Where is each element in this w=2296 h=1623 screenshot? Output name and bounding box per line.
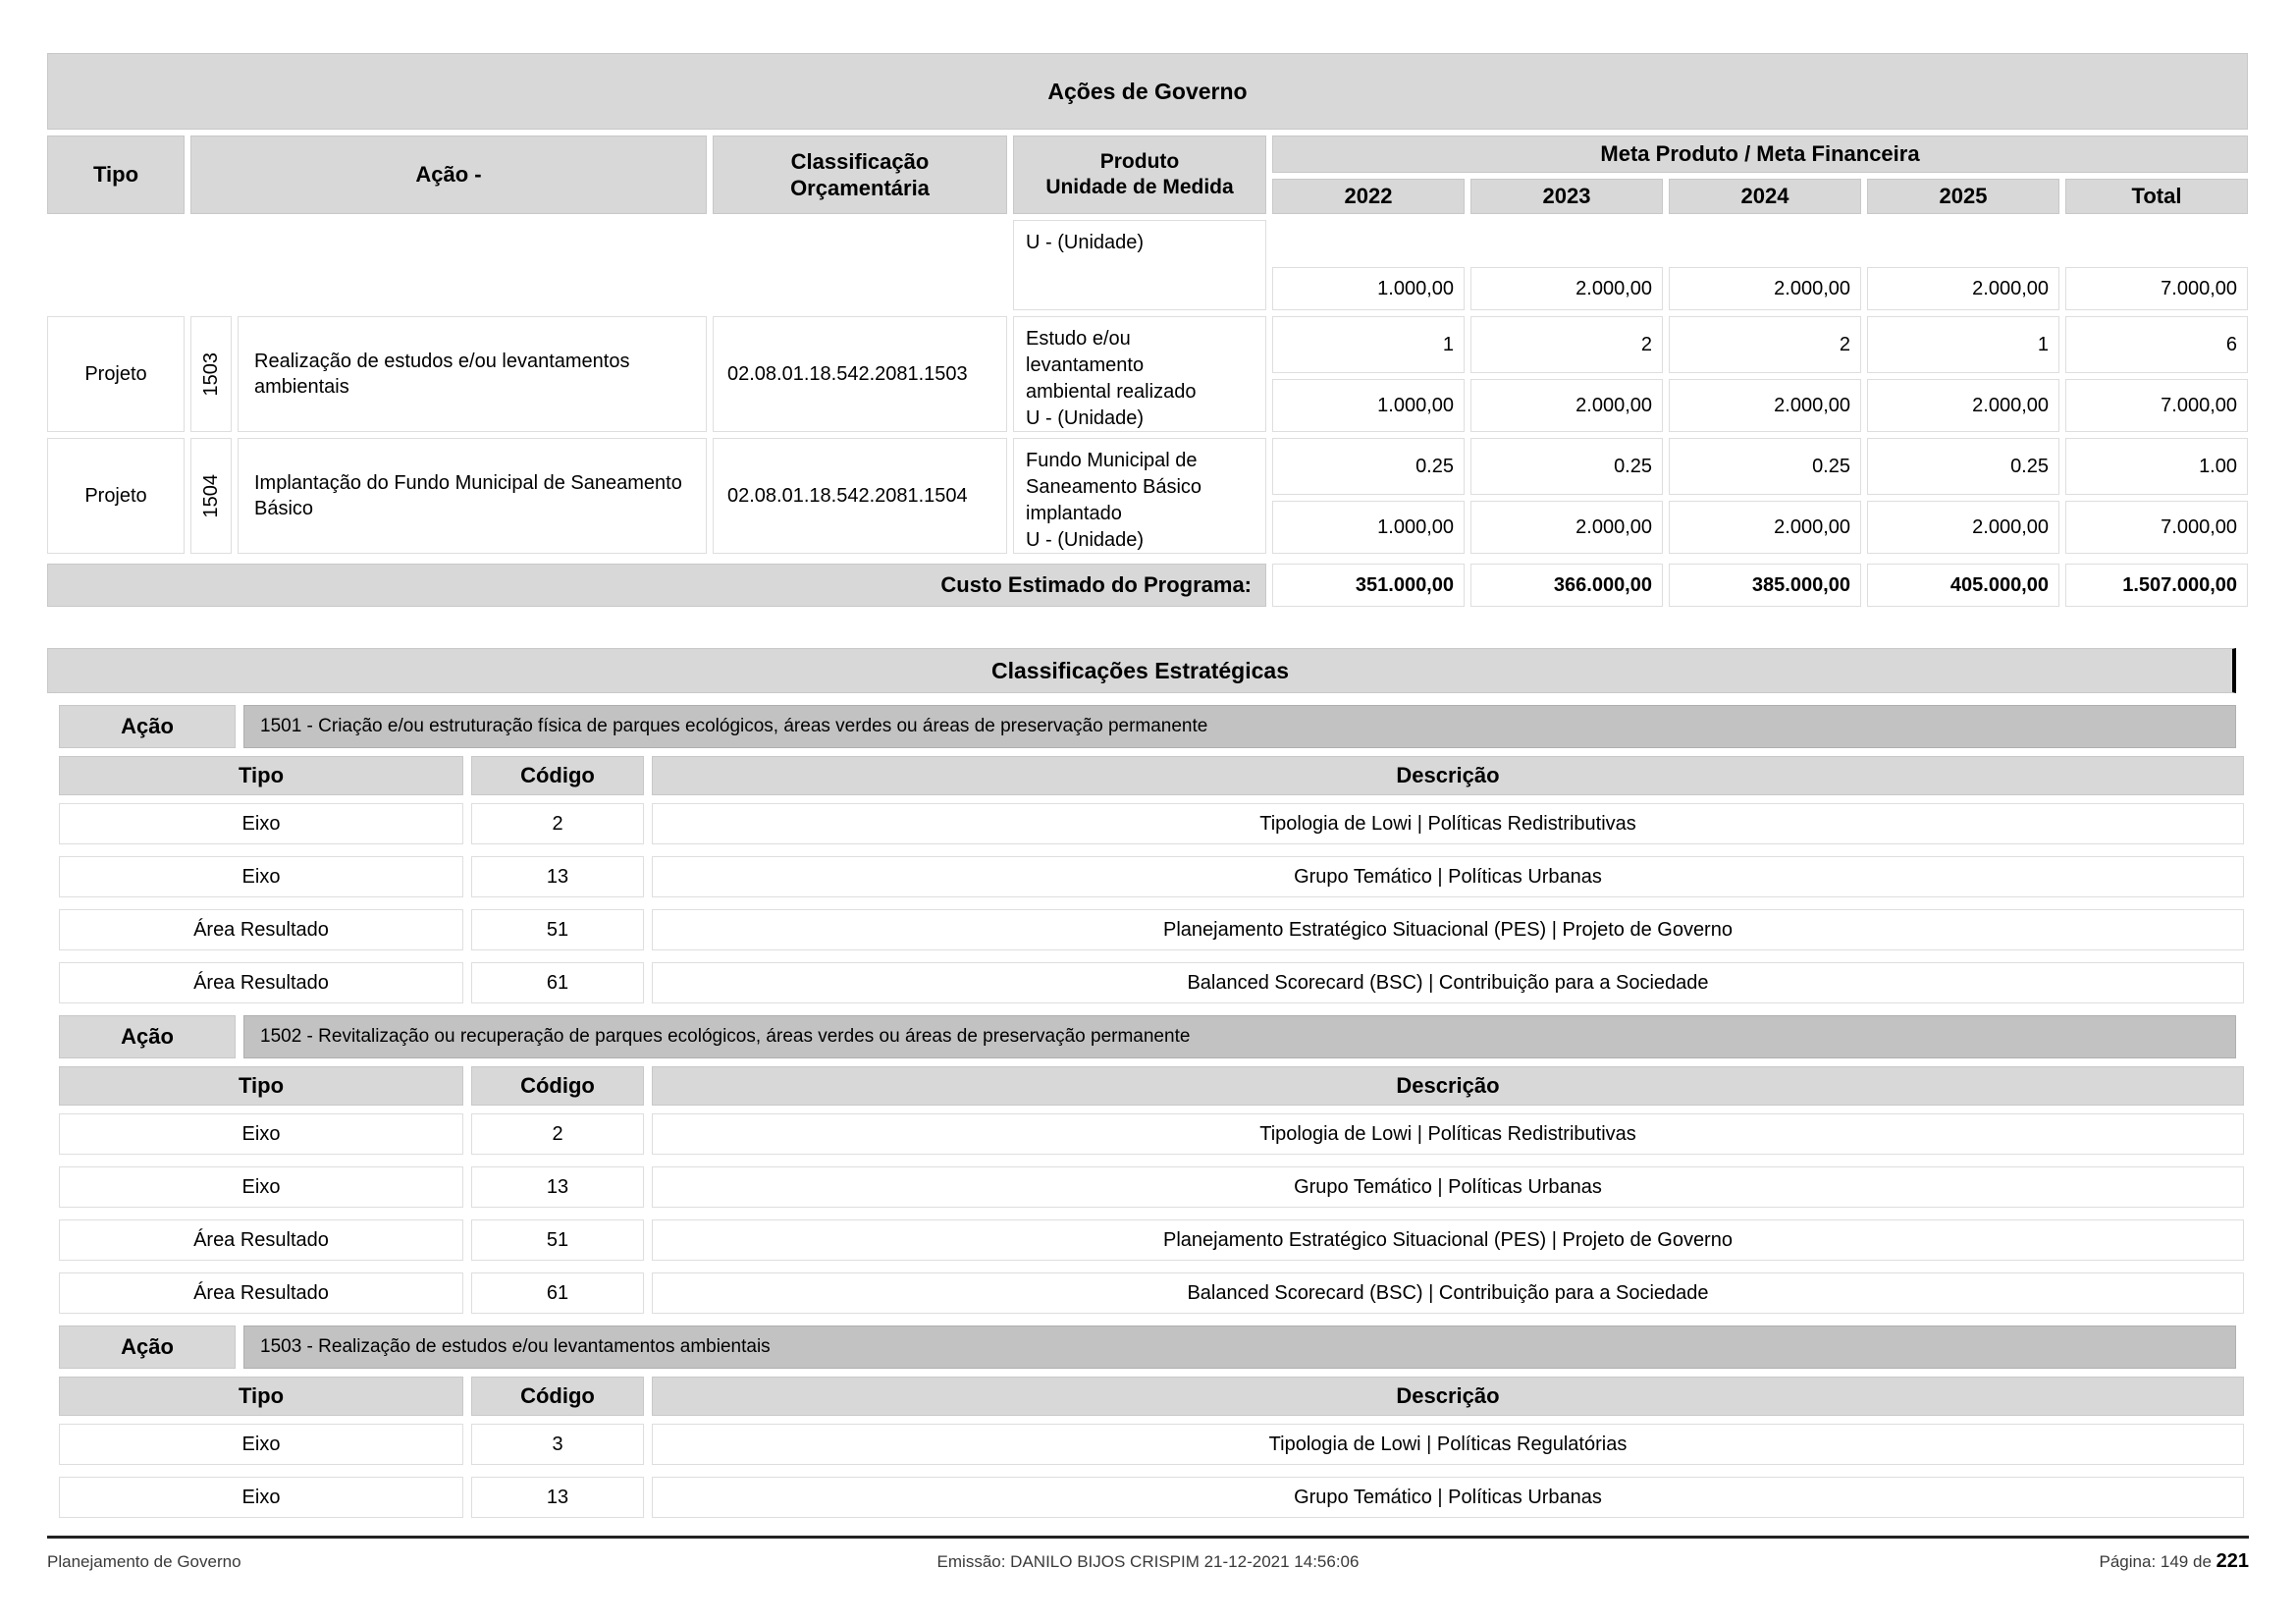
produto-header-line1: Produto <box>1099 150 1180 173</box>
tipo-value: Eixo <box>59 1424 463 1465</box>
footer-emission-info: Emissão: DANILO BIJOS CRISPIM 21-12-2021 14:56:06 <box>936 1552 1360 1571</box>
produto-cell <box>1013 316 1266 432</box>
col-header-acao: Ação - <box>190 135 707 214</box>
meta-financeira-2023: 2.000,00 <box>1470 501 1663 554</box>
acao-header-row <box>59 1015 2249 1058</box>
meta-produto-2024: 2 <box>1669 316 1861 373</box>
meta-produto-row <box>1272 316 2248 373</box>
meta-produto-row <box>1272 438 2248 495</box>
footer-report-name: Planejamento de Governo <box>47 1552 241 1571</box>
acao-numero: 1503 <box>199 352 222 397</box>
col-header-descricao: Descrição <box>652 1066 2244 1106</box>
col-header-tipo: Tipo <box>47 135 185 214</box>
meta-financeira-row <box>1272 501 2248 554</box>
col-header-tipo: Tipo <box>59 1377 463 1416</box>
codigo-value: 61 <box>471 962 644 1003</box>
meta-produto-2025: 1 <box>1867 316 2059 373</box>
year-header-row <box>1272 179 2248 214</box>
meta-financeira-2024: 2.000,00 <box>1669 501 1861 554</box>
meta-financeira-2025: 2.000,00 <box>1867 267 2059 310</box>
footer-page-number <box>1581 1550 2249 1573</box>
class-table-header <box>59 1066 2249 1106</box>
col-header-codigo: Código <box>471 756 644 795</box>
classificacao-cell: 02.08.01.18.542.2081.1503 <box>713 316 1007 432</box>
acao-descricao-bar: 1502 - Revitalização ou recuperação de parques ecológicos, áreas verdes ou áreas de preservação permanente <box>243 1015 2236 1058</box>
meta-financeira-2023: 2.000,00 <box>1470 267 1663 310</box>
codigo-value: 51 <box>471 1219 644 1261</box>
col-header-total: Total <box>2065 179 2248 214</box>
acao-label: Ação <box>59 705 236 748</box>
meta-produto-2022: 1 <box>1272 316 1465 373</box>
class-row <box>59 856 2249 897</box>
classificacao-cell: 02.08.01.18.542.2081.1504 <box>713 438 1007 554</box>
acoes-de-governo-table <box>47 53 2248 607</box>
meta-values-group <box>1272 220 2248 310</box>
empty-meta-area <box>1272 220 2248 261</box>
table-title-row <box>47 53 2248 130</box>
meta-header-group <box>1272 135 2248 214</box>
meta-financeira-2022: 1.000,00 <box>1272 267 1465 310</box>
custo-2023: 366.000,00 <box>1470 564 1663 607</box>
produto-cell <box>1013 220 1266 310</box>
meta-financeira-2022: 1.000,00 <box>1272 501 1465 554</box>
produto-unidade: U - (Unidade) <box>1026 232 1145 253</box>
section-title: Classificações Estratégicas <box>47 648 2236 693</box>
custo-total: 1.507.000,00 <box>2065 564 2248 607</box>
empty-area <box>47 220 1007 310</box>
meta-financeira-total: 7.000,00 <box>2065 501 2248 554</box>
custo-estimado-label: Custo Estimado do Programa: <box>47 564 1266 607</box>
col-header-codigo: Código <box>471 1066 644 1106</box>
tipo-value: Área Resultado <box>59 909 463 950</box>
col-header-classificacao: Classificação Orçamentária <box>713 135 1007 214</box>
descricao-value: Balanced Scorecard (BSC) | Contribuição para a Sociedade <box>652 1272 2244 1314</box>
acao-cell: Implantação do Fundo Municipal de Saneamento Básico <box>238 438 707 554</box>
tipo-value: Eixo <box>59 1113 463 1155</box>
meta-financeira-2024: 2.000,00 <box>1669 267 1861 310</box>
class-row <box>59 962 2249 1003</box>
page-footer <box>47 1536 2249 1573</box>
tipo-value: Área Resultado <box>59 962 463 1003</box>
codigo-value: 61 <box>471 1272 644 1314</box>
meta-financeira-2025: 2.000,00 <box>1867 379 2059 432</box>
descricao-value: Planejamento Estratégico Situacional (PES) | Projeto de Governo <box>652 1219 2244 1261</box>
codigo-value: 13 <box>471 1477 644 1518</box>
acao-numero: 1504 <box>199 473 222 518</box>
classificacoes-estrategicas-section <box>47 648 2249 1518</box>
descricao-value: Grupo Temático | Políticas Urbanas <box>652 856 2244 897</box>
class-row <box>59 803 2249 844</box>
tipo-value: Eixo <box>59 803 463 844</box>
codigo-value: 13 <box>471 856 644 897</box>
acao-header-row <box>59 705 2249 748</box>
custo-2024: 385.000,00 <box>1669 564 1861 607</box>
tipo-cell: Projeto <box>47 438 185 554</box>
acao-descricao-bar: 1503 - Realização de estudos e/ou levantamentos ambientais <box>243 1325 2236 1369</box>
produto-descricao: Estudo e/ou levantamento ambiental realizado <box>1026 328 1197 403</box>
col-header-tipo: Tipo <box>59 756 463 795</box>
meta-produto-2023: 0.25 <box>1470 438 1663 495</box>
class-row <box>59 1424 2249 1465</box>
meta-produto-2023: 2 <box>1470 316 1663 373</box>
meta-produto-total: 6 <box>2065 316 2248 373</box>
page-total: 221 <box>2216 1550 2250 1572</box>
col-header-codigo: Código <box>471 1377 644 1416</box>
acao-label: Ação <box>59 1015 236 1058</box>
meta-financeira-2023: 2.000,00 <box>1470 379 1663 432</box>
codigo-value: 3 <box>471 1424 644 1465</box>
custo-2025: 405.000,00 <box>1867 564 2059 607</box>
codigo-value: 2 <box>471 1113 644 1155</box>
col-header-2025: 2025 <box>1867 179 2059 214</box>
class-row <box>59 909 2249 950</box>
custo-2022: 351.000,00 <box>1272 564 1465 607</box>
acao-descricao-bar: 1501 - Criação e/ou estruturação física de parques ecológicos, áreas verdes ou áreas de preservação permanente <box>243 705 2236 748</box>
produto-cell <box>1013 438 1266 554</box>
acao-label: Ação <box>59 1325 236 1369</box>
table-title: Ações de Governo <box>47 53 2248 130</box>
codigo-value: 2 <box>471 803 644 844</box>
col-header-2023: 2023 <box>1470 179 1663 214</box>
class-table-header <box>59 1377 2249 1416</box>
meta-values-group <box>1272 316 2248 432</box>
meta-financeira-row <box>1272 267 2248 310</box>
produto-header-line2: Unidade de Medida <box>1045 176 1234 198</box>
table-header-row <box>47 135 2248 214</box>
class-row <box>59 1477 2249 1518</box>
meta-financeira-row <box>1272 379 2248 432</box>
table-row <box>47 438 2248 554</box>
produto-unidade: U - (Unidade) <box>1026 407 1145 429</box>
col-header-produto <box>1013 135 1266 214</box>
col-header-2024: 2024 <box>1669 179 1861 214</box>
tipo-value: Eixo <box>59 1477 463 1518</box>
descricao-value: Grupo Temático | Políticas Urbanas <box>652 1477 2244 1518</box>
meta-produto-2024: 0.25 <box>1669 438 1861 495</box>
col-header-tipo: Tipo <box>59 1066 463 1106</box>
page-label: Página: 149 de <box>2099 1552 2212 1571</box>
tipo-value: Eixo <box>59 856 463 897</box>
tipo-value: Área Resultado <box>59 1219 463 1261</box>
descricao-value: Tipologia de Lowi | Políticas Redistributivas <box>652 803 2244 844</box>
descricao-value: Tipologia de Lowi | Políticas Regulatórias <box>652 1424 2244 1465</box>
descricao-value: Planejamento Estratégico Situacional (PES) | Projeto de Governo <box>652 909 2244 950</box>
tipo-value: Eixo <box>59 1166 463 1208</box>
col-header-descricao: Descrição <box>652 1377 2244 1416</box>
class-row <box>59 1219 2249 1261</box>
meta-values-group <box>1272 438 2248 554</box>
class-row <box>59 1272 2249 1314</box>
col-header-2022: 2022 <box>1272 179 1465 214</box>
produto-unidade: U - (Unidade) <box>1026 529 1145 551</box>
acao-cell: Realização de estudos e/ou levantamentos ambientais <box>238 316 707 432</box>
descricao-value: Tipologia de Lowi | Políticas Redistributivas <box>652 1113 2244 1155</box>
col-header-meta: Meta Produto / Meta Financeira <box>1272 135 2248 173</box>
acao-header-row <box>59 1325 2249 1369</box>
col-header-descricao: Descrição <box>652 756 2244 795</box>
codigo-value: 51 <box>471 909 644 950</box>
class-table-header <box>59 756 2249 795</box>
meta-financeira-total: 7.000,00 <box>2065 267 2248 310</box>
tipo-cell: Projeto <box>47 316 185 432</box>
custo-estimado-row <box>47 564 2248 607</box>
meta-financeira-total: 7.000,00 <box>2065 379 2248 432</box>
meta-financeira-2025: 2.000,00 <box>1867 501 2059 554</box>
meta-financeira-2022: 1.000,00 <box>1272 379 1465 432</box>
acao-numero-cell <box>190 316 232 432</box>
tipo-value: Área Resultado <box>59 1272 463 1314</box>
continuation-row <box>47 220 2248 310</box>
table-row <box>47 316 2248 432</box>
descricao-value: Balanced Scorecard (BSC) | Contribuição para a Sociedade <box>652 962 2244 1003</box>
descricao-value: Grupo Temático | Políticas Urbanas <box>652 1166 2244 1208</box>
class-row <box>59 1113 2249 1155</box>
meta-produto-2022: 0.25 <box>1272 438 1465 495</box>
class-row <box>59 1166 2249 1208</box>
meta-financeira-2024: 2.000,00 <box>1669 379 1861 432</box>
meta-produto-2025: 0.25 <box>1867 438 2059 495</box>
meta-produto-total: 1.00 <box>2065 438 2248 495</box>
codigo-value: 13 <box>471 1166 644 1208</box>
acao-numero-cell <box>190 438 232 554</box>
produto-descricao: Fundo Municipal de Saneamento Básico implantado <box>1026 450 1202 524</box>
